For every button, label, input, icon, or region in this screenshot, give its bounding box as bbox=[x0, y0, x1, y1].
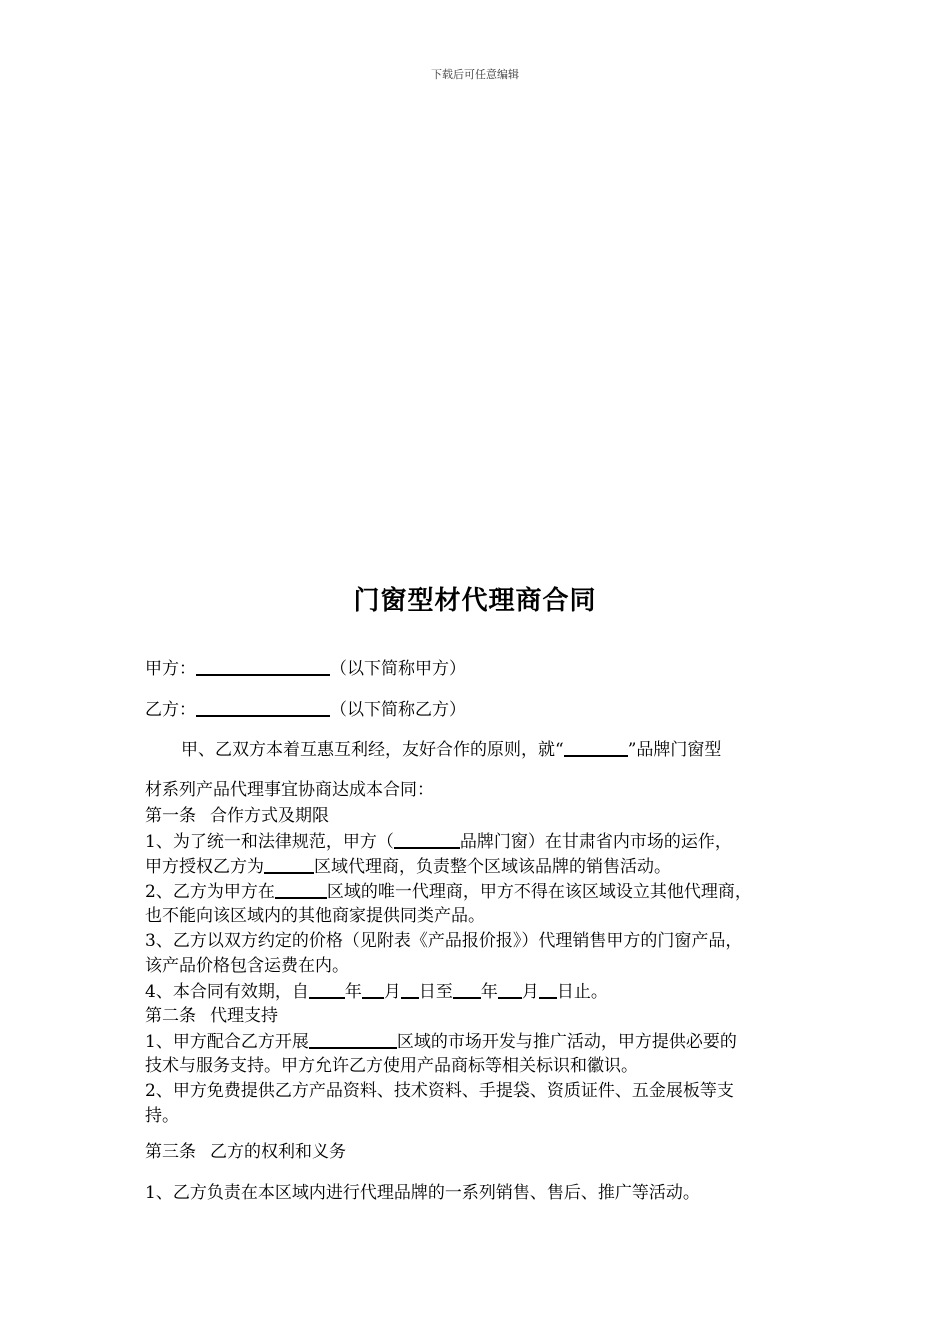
a2-1-line-1 bbox=[145, 1029, 737, 1054]
a1-1-text-b: 品牌门窗）在甘肃省内市场的运作， bbox=[459, 832, 732, 852]
article-1-number: 第一条 bbox=[145, 806, 196, 826]
intro-text-b: ”品牌门窗型 bbox=[627, 740, 722, 760]
a1-1-region-blank bbox=[264, 854, 314, 874]
a2-1-text-a: 1、甲方配合乙方开展 bbox=[145, 1032, 309, 1052]
party-b-suffix: （以下简称乙方） bbox=[330, 700, 466, 720]
a1-3-line-1: 3、乙方以双方约定的价格（见附表《产品报价报》）代理销售甲方的门窗产品， bbox=[145, 931, 743, 951]
article-2-number: 第二条 bbox=[145, 1006, 196, 1026]
a1-3-line-2: 该产品价格包含运费在内。 bbox=[145, 956, 349, 976]
a2-2-line-2: 持。 bbox=[145, 1106, 179, 1126]
brand-blank bbox=[564, 737, 628, 757]
party-a-label: 甲方： bbox=[145, 659, 196, 679]
start-day-blank bbox=[401, 979, 419, 999]
a1-4-year-label: 年 bbox=[344, 982, 362, 1002]
intro-line-1 bbox=[145, 737, 721, 762]
a2-2-line-1: 2、甲方免费提供乙方产品资料、技术资料、手提袋、资质证件、五金展板等支 bbox=[145, 1081, 734, 1101]
article-1-title bbox=[145, 804, 329, 828]
start-year-blank bbox=[309, 979, 345, 999]
a1-1-text-d: 区域代理商，负责整个区域该品牌的销售活动。 bbox=[314, 857, 671, 877]
a1-4-day-to-label: 日至 bbox=[418, 982, 453, 1002]
a1-4-month-label: 月 bbox=[383, 982, 401, 1002]
article-3-title bbox=[145, 1140, 346, 1164]
end-day-blank bbox=[539, 979, 557, 999]
a3-1-line: 1、乙方负责在本区域内进行代理品牌的一系列销售、售后、推广等活动。 bbox=[145, 1183, 700, 1203]
a1-2-text-b: 区域的唯一代理商，甲方不得在该区域设立其他代理商， bbox=[326, 882, 752, 902]
intro-line-2: 材系列产品代理事宜协商达成本合同： bbox=[145, 780, 434, 800]
a2-1-text-b: 区域的市场开发与推广活动，甲方提供必要的 bbox=[396, 1032, 737, 1052]
intro-text-a: 甲、乙双方本着互惠互利经，友好合作的原则，就“ bbox=[181, 740, 564, 760]
article-2-title bbox=[145, 1004, 278, 1028]
a1-2-blank bbox=[275, 879, 327, 899]
contract-title: 门窗型材代理商合同 bbox=[353, 586, 597, 616]
article-2-heading: 代理支持 bbox=[210, 1006, 278, 1026]
end-month-blank bbox=[498, 979, 522, 999]
a1-1-line-1 bbox=[145, 829, 732, 854]
a1-4-text-a: 4、本合同有效期，自 bbox=[145, 982, 309, 1002]
party-b-line bbox=[145, 697, 466, 722]
party-a-blank bbox=[196, 656, 330, 676]
article-3-number: 第三条 bbox=[145, 1142, 196, 1162]
a1-4-end-label: 日止。 bbox=[556, 982, 608, 1002]
a1-4-line bbox=[145, 979, 608, 1004]
contract-body bbox=[145, 0, 825, 1344]
start-month-blank bbox=[362, 979, 384, 999]
a1-1-line-2 bbox=[145, 854, 671, 879]
a1-1-text-a: 1、为了统一和法律规范，甲方（ bbox=[145, 832, 394, 852]
party-a-suffix: （以下简称甲方） bbox=[330, 659, 466, 679]
a1-2-line-2: 也不能向该区域内的其他商家提供同类产品。 bbox=[145, 906, 485, 926]
article-1-heading: 合作方式及期限 bbox=[210, 806, 329, 826]
a1-4-end-year-label: 年 bbox=[480, 982, 498, 1002]
party-b-label: 乙方： bbox=[145, 700, 196, 720]
a1-1-text-c: 甲方授权乙方为 bbox=[145, 857, 264, 877]
a2-1-line-2: 技术与服务支持。甲方允许乙方使用产品商标等相关标识和徽识。 bbox=[145, 1056, 638, 1076]
a1-2-text-a: 2、乙方为甲方在 bbox=[145, 882, 275, 902]
a1-2-line-1 bbox=[145, 879, 752, 904]
a1-1-blank bbox=[394, 829, 460, 849]
party-a-line bbox=[145, 656, 466, 681]
party-b-blank bbox=[196, 697, 330, 717]
article-3-heading: 乙方的权利和义务 bbox=[210, 1142, 346, 1162]
end-year-blank bbox=[453, 979, 481, 999]
a1-4-end-month-label: 月 bbox=[521, 982, 539, 1002]
header-note: 下载后可任意编辑 bbox=[431, 68, 519, 81]
a2-1-blank bbox=[309, 1029, 397, 1049]
